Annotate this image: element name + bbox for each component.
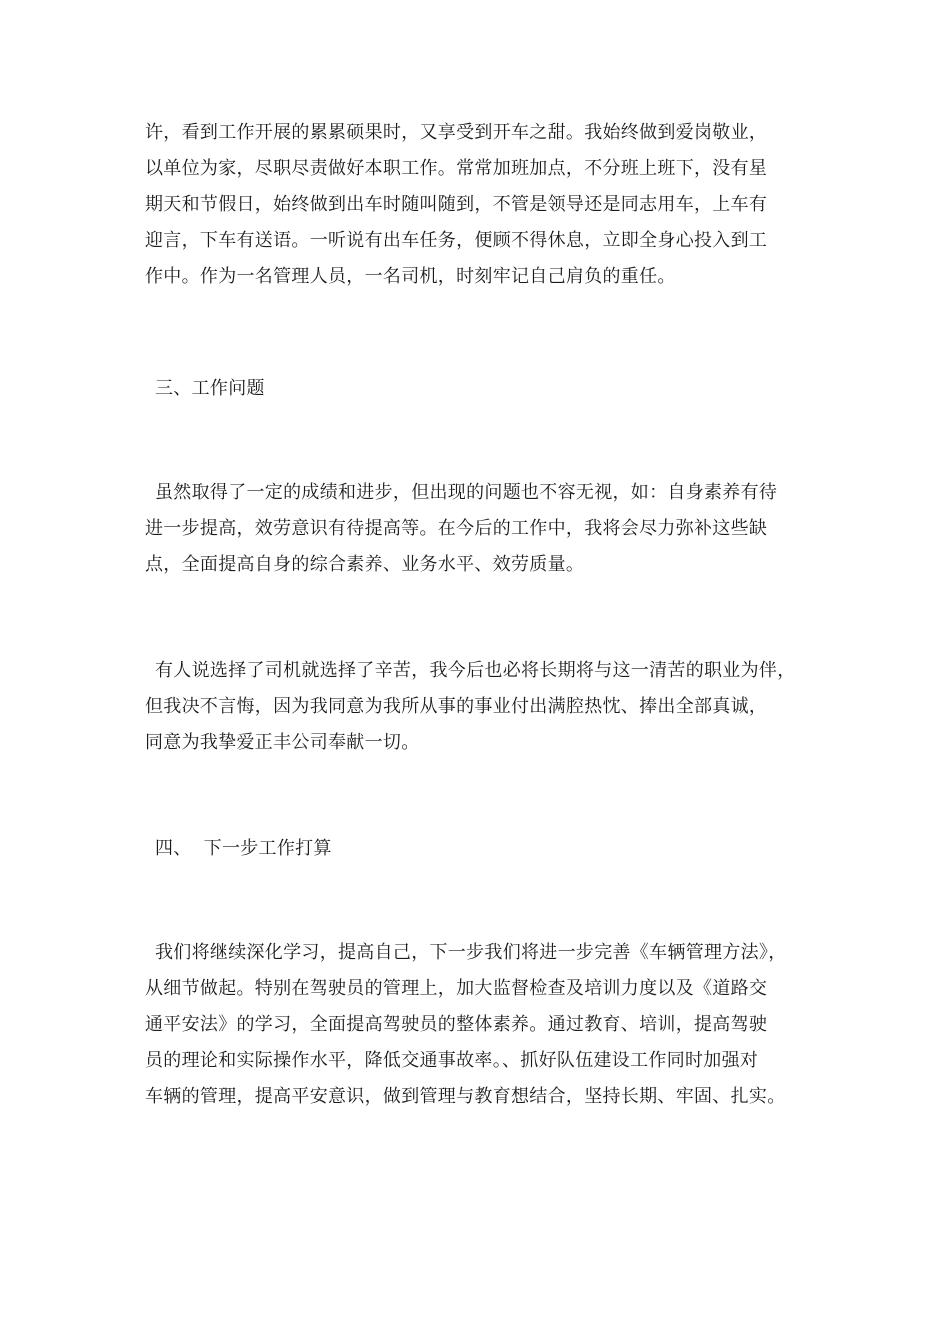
section-heading-next-steps [145, 831, 825, 867]
paragraph-problems [145, 475, 825, 583]
paragraph-line: 员的理论和实际操作水平，降低交通事故率。、抓好队伍建设工作同时加强对 [145, 1050, 759, 1071]
paragraph-work-attitude [145, 115, 825, 295]
paragraph-commitment [145, 653, 825, 761]
paragraph-line: 通平安法》的学习，全面提高驾驶员的整体素养。通过教育、培训，提高驾驶 [145, 1014, 768, 1035]
paragraph-line: 点，全面提高自身的综合素养、业务水平、效劳质量。 [145, 554, 585, 575]
paragraph-line: 进一步提高，效劳意识有待提高等。在今后的工作中，我将会尽力弥补这些缺 [145, 518, 768, 539]
paragraph-plan [145, 935, 825, 1115]
paragraph-line: 但我决不言悔，因为我同意为我所从事的事业付出满腔热忱、捧出全部真诚， [145, 696, 768, 717]
paragraph-line: 以单位为家，尽职尽责做好本职工作。常常加班加点，不分班上班下，没有星 [145, 158, 768, 179]
paragraph-line: 从细节做起。特别在驾驶员的管理上，加大监督检查及培训力度以及《道路交 [145, 978, 768, 999]
paragraph-line: 虽然取得了一定的成绩和进步，但出现的问题也不容无视，如：自身素养有待 [155, 482, 778, 503]
paragraph-line: 有人说选择了司机就选择了辛苦，我今后也必将长期将与这一清苦的职业为伴， [155, 660, 796, 681]
section-heading-work-problems [145, 371, 825, 407]
paragraph-line: 期天和节假日，始终做到出车时随叫随到，不管是领导还是同志用车，上车有 [145, 194, 768, 215]
paragraph-line: 迎言，下车有送语。一听说有出车任务，便顾不得休息，立即全身心投入到工 [145, 230, 768, 251]
paragraph-line: 同意为我挚爱正丰公司奉献一切。 [145, 732, 420, 753]
heading-text: 三、工作问题 [155, 378, 265, 399]
paragraph-line: 许，看到工作开展的累累硕果时，又享受到开车之甜。我始终做到爱岗敬业， [145, 122, 768, 143]
paragraph-line: 作中。作为一名管理人员，一名司机，时刻牢记自己肩负的重任。 [145, 266, 676, 287]
paragraph-line: 我们将继续深化学习，提高自己，下一步我们将进一步完善《车辆管理方法》， [155, 942, 787, 963]
heading-text: 四、 下一步工作打算 [155, 838, 332, 859]
paragraph-line: 车辆的管理，提高平安意识，做到管理与教育想结合，坚持长期、牢固、扎实。 [145, 1086, 786, 1107]
